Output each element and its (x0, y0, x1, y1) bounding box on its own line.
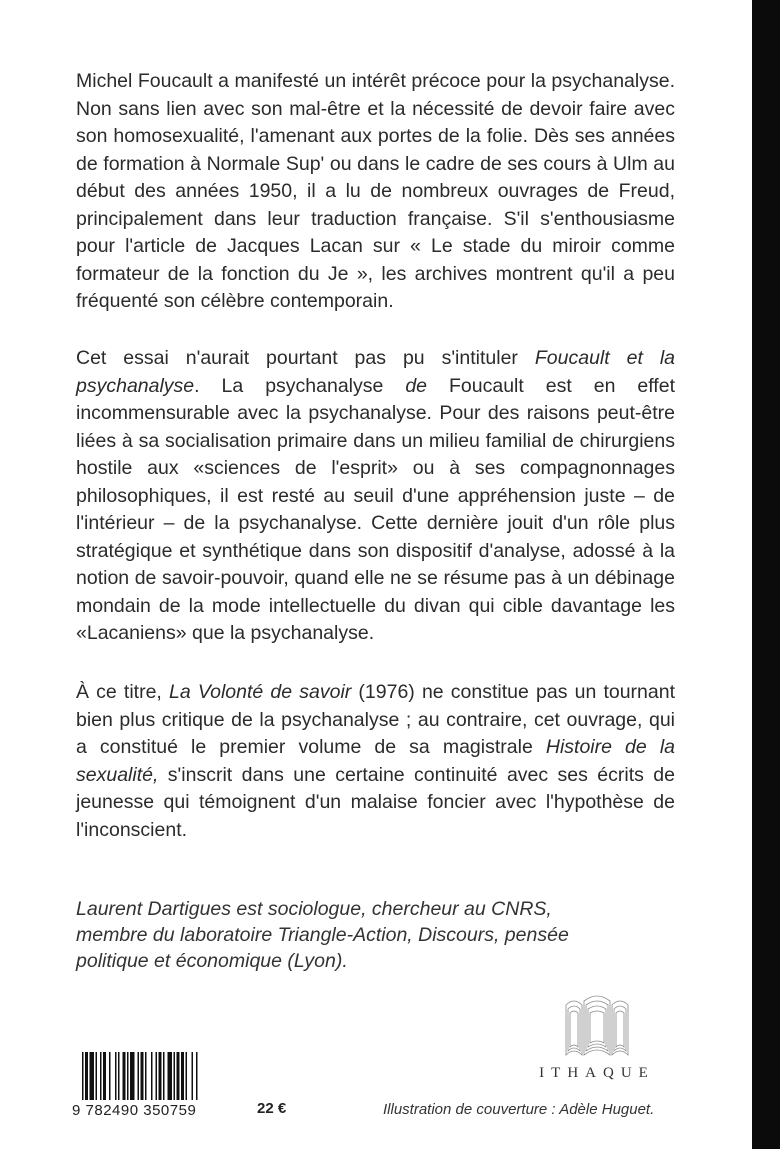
paragraph-3-italic-histoire: Histoire de la sexualité, (76, 736, 675, 786)
paragraph-2 (76, 345, 675, 648)
ithaque-waves-logo-icon (522, 993, 672, 1063)
paragraph-2-italic-de: de (405, 374, 428, 397)
page-edge (752, 0, 780, 1149)
barcode-block (72, 1052, 240, 1124)
author-bio-line-1: Laurent Dartigues est sociologue, chercheur au CNRS, (76, 898, 552, 920)
publisher-logo (522, 993, 672, 1093)
paragraph-3 (76, 679, 675, 844)
isbn-number: 9 782490 350759 (72, 1102, 197, 1119)
paragraph-3-italic-volonte: La Volonté de savoir (169, 681, 352, 703)
paragraph-1-text: Michel Foucault a manifesté un intérêt précoce pour la psychanalyse. Non sans lien avec son mal-être et la nécessité de devoir faire avec son homosexualité, l'amenant aux portes de la folie. Dès ses années de formation à Normale Sup' ou dans le cadre de ses cours à Ulm au début des années 1950, il a lu de nombreux ouvrages de Freud, principalement dans leur traduction française. S'il s'enthousiasme pour l'article de Jacques Lacan sur « Le stade du miroir comme formateur de la fonction du Je », les archives montrent qu'il a peu fréquenté son célèbre contemporain. (76, 70, 675, 312)
author-bio (76, 896, 676, 974)
paragraph-3-text-c: s'inscrit dans une certaine continuité avec ses écrits de jeunesse qui témoignent d'un malaise foncier avec l'hypothèse de l'inconscient. (76, 763, 675, 841)
paragraph-2-text-a: Cet essai n'aurait pourtant pas pu s'intituler (76, 347, 535, 369)
paragraph-2-italic-title: Foucault et la psychanalyse (76, 347, 676, 397)
paragraph-1 (76, 68, 675, 316)
author-bio-line-3: politique et économique (Lyon). (76, 950, 348, 972)
paragraph-2-text-c: Foucault est en effet incommensurable avec la psychanalyse. Pour des raisons peut-être liées à sa socialisation primaire dans un milieu familial de chirurgiens hostile aux «sciences de l'esprit» ou à ses compagnonnages philosophiques, il est resté au seuil d'une appréhension juste – de l'intérieur – de la psychanalyse. Cette dernière jouit d'un rôle plus stratégique et synthétique dans son dispositif d'analyse, adossé à la notion de savoir-pouvoir, quand elle ne se résume pas à un débinage mondain de la mode intellectuelle du divan qui cible davantage les «Lacaniens» que la psychanalyse. (76, 374, 675, 644)
barcode-icon (82, 1052, 238, 1100)
paragraph-3-text-b: (1976) ne constitue pas un tournant bien plus critique de la psychanalyse ; au contraire, cet ouvrage, qui a constitué le premier volume de sa magistrale (76, 681, 676, 758)
price-label: 22 € (257, 1100, 287, 1117)
paragraph-3-text-a: À ce titre, (76, 681, 169, 703)
publisher-name: ITHAQUE (539, 1065, 655, 1081)
author-bio-line-2: membre du laboratoire Triangle-Action, Discours, pensée (76, 924, 569, 946)
cover-illustration-credit: Illustration de couverture : Adèle Huguet. (383, 1101, 655, 1118)
paragraph-2-text-b: . La psychanalyse (194, 374, 406, 397)
